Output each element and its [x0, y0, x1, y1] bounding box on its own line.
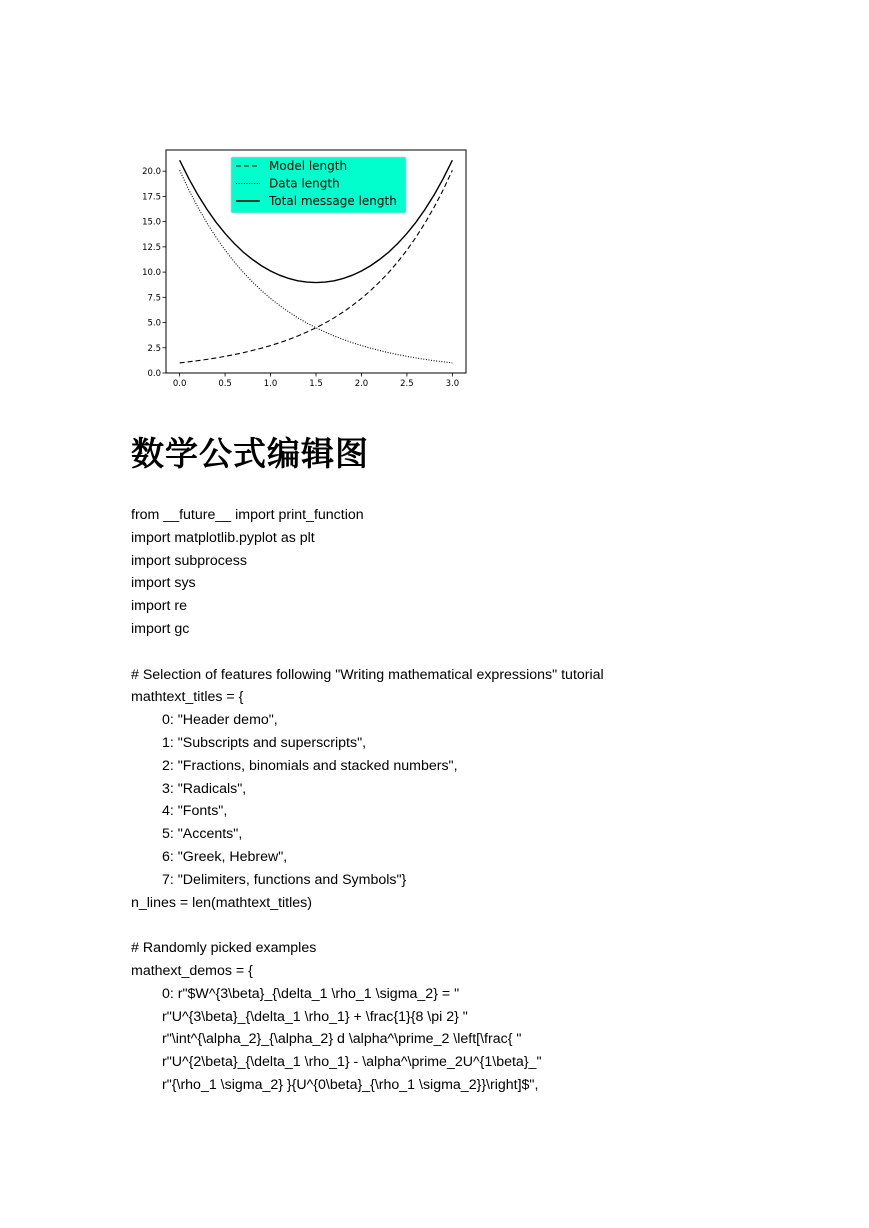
code-line: import gc: [131, 620, 190, 637]
code-line: import matplotlib.pyplot as plt: [131, 529, 315, 546]
y-tick-label: 12.5: [142, 242, 161, 253]
code-line: r"U^{2\beta}_{\delta_1 \rho_1} - \alpha^\prime_2U^{1\beta}_": [162, 1054, 542, 1071]
code-blank-line: [131, 641, 604, 664]
y-tick-label: 2.5: [147, 343, 161, 354]
code-line: import re: [131, 598, 187, 615]
code-listing: [131, 504, 604, 1097]
code-line: 3: "Radicals",: [162, 780, 247, 797]
y-tick-label: 5.0: [147, 318, 161, 329]
x-tick-label: 1.5: [309, 379, 323, 389]
code-line: n_lines = len(mathtext_titles): [131, 894, 312, 911]
model-length-chart: [130, 146, 475, 396]
code-line: r"\int^{\alpha_2}_{\alpha_2} d \alpha^\prime_2 \left[\frac{ ": [162, 1031, 522, 1048]
y-tick-label: 7.5: [147, 293, 161, 304]
y-tick-label: 15.0: [142, 217, 161, 228]
code-line: 0: "Header demo",: [162, 712, 278, 729]
x-tick-label: 1.0: [263, 379, 278, 389]
page-heading: 数学公式编辑图: [131, 434, 369, 473]
y-tick-label: 0.0: [147, 369, 161, 379]
code-line: 1: "Subscripts and superscripts",: [162, 734, 367, 751]
y-tick-label: 17.5: [142, 192, 161, 203]
code-line: 6: "Greek, Hebrew",: [162, 848, 288, 865]
legend-label: Data length: [269, 176, 340, 191]
x-tick-label: 2.0: [354, 379, 369, 389]
code-line: 7: "Delimiters, functions and Symbols"}: [162, 871, 407, 888]
x-tick-label: 0.0: [172, 379, 187, 389]
x-tick-label: 3.0: [445, 379, 460, 389]
code-blank-line: [131, 914, 604, 937]
code-line: import sys: [131, 575, 196, 592]
y-tick-label: 10.0: [142, 268, 161, 279]
legend-label: Model length: [269, 159, 348, 173]
code-line: 5: "Accents",: [162, 826, 243, 843]
x-tick-label: 2.5: [400, 379, 414, 389]
code-line: 0: r"$W^{3\beta}_{\delta_1 \rho_1 \sigma_2} = ": [162, 985, 460, 1002]
chart-canvas: [130, 146, 475, 396]
code-line: 2: "Fractions, binomials and stacked numbers",: [162, 757, 458, 774]
code-line: 4: "Fonts",: [162, 803, 228, 820]
code-line: # Selection of features following "Writing mathematical expressions" tutorial: [131, 666, 604, 683]
x-tick-label: 0.5: [218, 379, 232, 389]
code-line: mathext_demos = {: [131, 962, 253, 979]
code-line: r"{\rho_1 \sigma_2} }{U^{0\beta}_{\rho_1 \sigma_2}}\right]$",: [162, 1076, 539, 1093]
code-line: mathtext_titles = {: [131, 689, 244, 706]
y-tick-label: 20.0: [142, 167, 161, 178]
code-line: import subprocess: [131, 552, 247, 569]
code-line: from __future__ import print_function: [131, 507, 364, 523]
code-line: # Randomly picked examples: [131, 940, 317, 957]
code-line: r"U^{3\beta}_{\delta_1 \rho_1} + \frac{1}{8 \pi 2} ": [162, 1008, 468, 1025]
legend-label: Total message length: [269, 194, 397, 208]
